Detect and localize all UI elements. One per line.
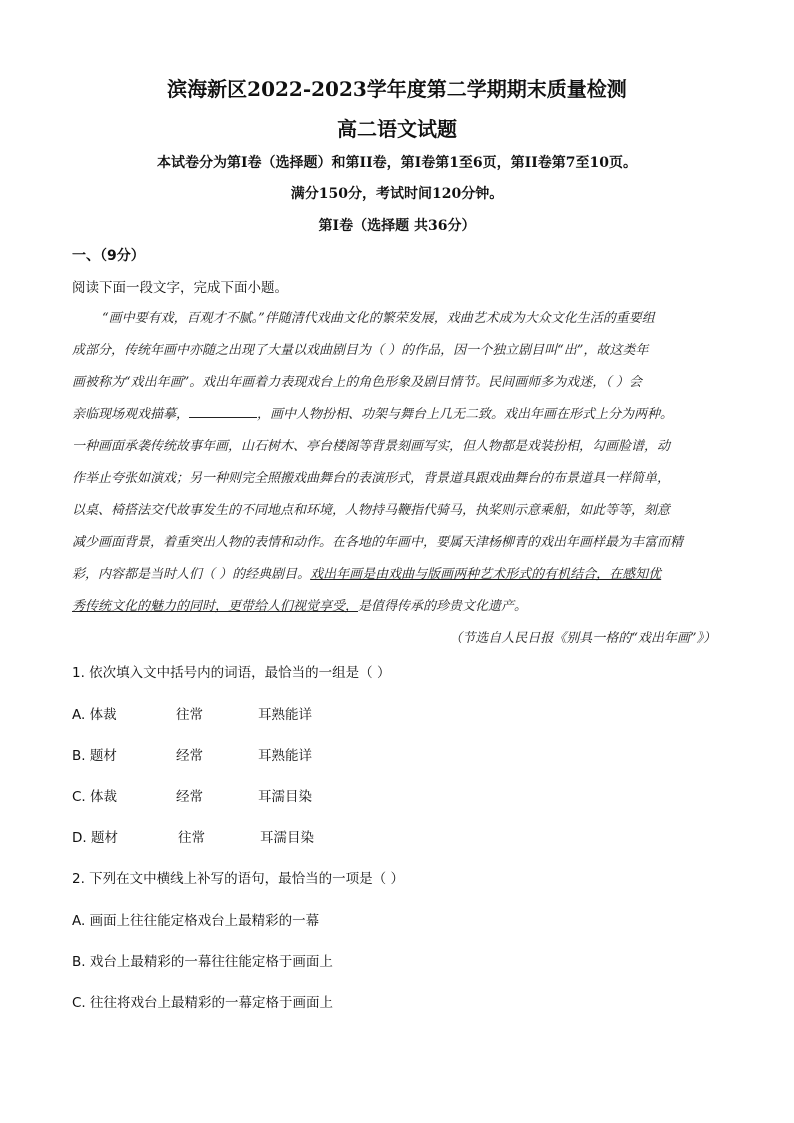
option-label: D. 题材 <box>72 830 118 846</box>
option-b[interactable] <box>72 744 312 764</box>
passage-line: 成部分，传统年画中亦随之出现了大量以戏曲剧目为（ ）的作品，因一个独立剧目叫“出”，故这类年 <box>72 343 649 358</box>
exam-title: 滨海新区2022-2023学年度第二学期期末质量检测 <box>167 77 627 101</box>
instructions-line-1: 本试卷分为第Ⅰ卷（选择题）和第II卷，第Ⅰ卷第1至6页，第II卷第7至10页。 <box>157 155 637 171</box>
option-word-2: 往常 <box>176 707 203 723</box>
option-d[interactable] <box>72 826 314 846</box>
option-word-2: 经常 <box>176 748 203 764</box>
option-word-3: 耳熟能详 <box>258 748 312 764</box>
option-word-2: 经常 <box>176 789 203 805</box>
option-a[interactable]: A. 画面上往往能定格戏台上最精彩的一幕 <box>72 913 320 929</box>
passage-source: （节选自人民日报《别具一格的“戏出年画”》） <box>449 631 716 646</box>
passage-line <box>72 563 661 582</box>
option-label: A. 体裁 <box>72 707 117 723</box>
option-word-3: 耳濡目染 <box>258 789 312 805</box>
fill-blank <box>189 405 257 418</box>
passage-line: 以桌、椅搭法交代故事发生的不同地点和环境，人物持马鞭指代骑马，执桨则示意乘船，如此等等，刻意 <box>72 503 671 518</box>
option-word-3: 耳濡目染 <box>260 830 314 846</box>
passage-line <box>72 403 673 422</box>
passage-line: 减少画面背景，着重突出人物的表情和动作。在各地的年画中，要属天津杨柳青的戏出年画样最为丰富而精 <box>72 535 684 550</box>
passage-line: 一种画面承袭传统故事年画，山石树木、亭台楼阁等背景刻画写实，但人物都是戏装扮相，勾画脸谱，动 <box>72 439 671 454</box>
passage-segment: 亲临现场观戏描摹， <box>72 407 190 422</box>
passage-segment: 是值得传承的珍贵文化遗产。 <box>358 599 528 614</box>
option-a[interactable] <box>72 703 312 723</box>
underlined-sentence: 戏出年画是由戏曲与版画两种艺术形式的有机结合，在感知优 <box>310 567 662 582</box>
instructions-line-2: 满分150分，考试时间120分钟。 <box>290 186 504 202</box>
section1-heading: 一、（9分） <box>72 248 145 264</box>
option-b[interactable]: B. 戏台上最精彩的一幕往往能定格于画面上 <box>72 954 333 970</box>
passage-line <box>72 595 527 614</box>
question-1-stem: 1. 依次填入文中括号内的词语，最恰当的一组是（ ） <box>72 665 391 681</box>
section1-intro: 阅读下面一段文字，完成下面小题。 <box>72 280 288 296</box>
option-word-2: 往常 <box>178 830 205 846</box>
question-2-stem: 2. 下列在文中横线上补写的语句，最恰当的一项是（ ） <box>72 871 404 887</box>
exam-subtitle: 高二语文试题 <box>337 117 457 141</box>
option-label: C. 体裁 <box>72 789 118 805</box>
option-c[interactable] <box>72 785 312 805</box>
option-word-3: 耳熟能详 <box>258 707 312 723</box>
passage-line: 画被称为“戏出年画”。戏出年画着力表现戏台上的角色形象及剧目情节。民间画师多为戏迷，（ ）会 <box>72 375 642 390</box>
passage-segment: 彩，内容都是当时人们（ ）的经典剧目。 <box>72 567 311 582</box>
underlined-sentence: 秀传统文化的魅力的同时，更带给人们视觉享受， <box>72 599 359 614</box>
passage-segment: ，画中人物扮相、功架与舞台上几无二致。戏出年画在形式上分为两种。 <box>257 407 674 422</box>
passage-line: 作举止夸张如演戏；另一种则完全照搬戏曲舞台的表演形式，背景道具跟戏曲舞台的布景道具一样简单， <box>72 471 671 486</box>
option-c[interactable]: C. 往往将戏台上最精彩的一幕定格于画面上 <box>72 995 334 1011</box>
section-title: 第Ⅰ卷（选择题 共36分） <box>318 218 476 234</box>
option-label: B. 题材 <box>72 748 117 764</box>
passage-line: “画中要有戏，百观才不腻。”伴随清代戏曲文化的繁荣发展，戏曲艺术成为大众文化生活的重要组 <box>102 311 655 326</box>
